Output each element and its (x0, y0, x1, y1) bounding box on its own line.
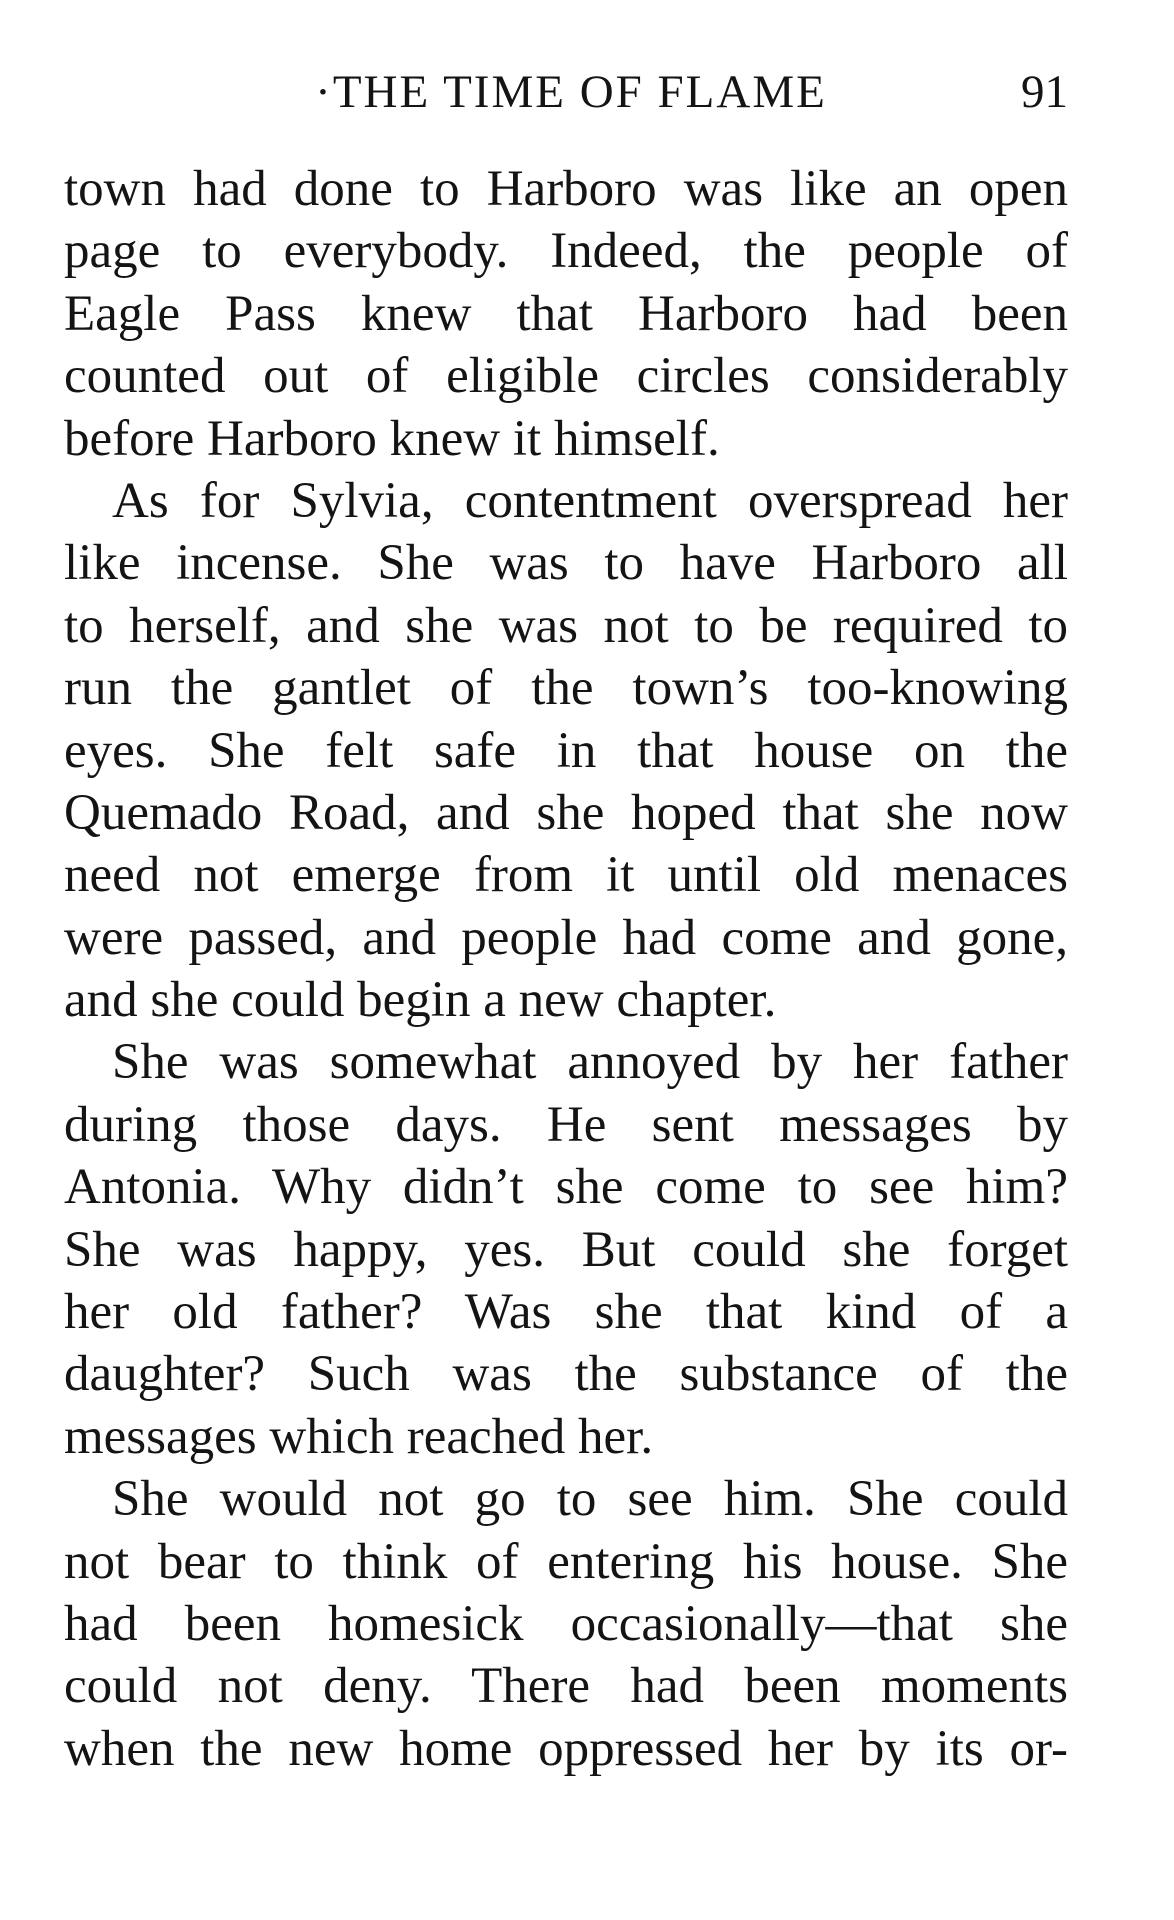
text-line: to herself, and she was not to be required to (64, 597, 1068, 654)
text-line: her old father? Was she that kind of a (64, 1284, 1068, 1341)
text-line: Quemado Road, and she hoped that she now (64, 784, 1068, 841)
text-line: She was happy, yes. But could she forget (64, 1221, 1068, 1278)
text-line: As for Sylvia, contentment overspread her (112, 472, 1068, 529)
running-title: ·THE TIME OF FLAME (315, 66, 827, 118)
page-number: 91 (1021, 66, 1068, 118)
body-text (64, 158, 1068, 1780)
text-line: town had done to Harboro was like an open (64, 161, 1068, 217)
text-line: when the new home oppressed her by its or- (64, 1720, 1068, 1777)
text-line: page to everybody. Indeed, the people of (64, 223, 1068, 280)
paragraph (64, 158, 1068, 470)
text-line: run the gantlet of the town’s too-knowing (64, 660, 1068, 717)
text-line: like incense. She was to have Harboro all (64, 535, 1068, 592)
text-line: She would not go to see him. She could (112, 1471, 1068, 1528)
paragraph (64, 1031, 1068, 1468)
text-line: and she could begin a new chapter. (64, 972, 777, 1029)
paragraph (64, 1468, 1068, 1780)
text-line: daughter? Such was the substance of the (64, 1346, 1068, 1403)
text-line: eyes. She felt safe in that house on the (64, 722, 1068, 779)
text-line: messages which reached her. (64, 1408, 654, 1465)
text-line: She was somewhat annoyed by her father (112, 1034, 1068, 1091)
text-line: Eagle Pass knew that Harboro had been (64, 285, 1068, 342)
text-line: were passed, and people had come and gone, (64, 909, 1068, 966)
text-line: need not emerge from it until old menaces (64, 847, 1068, 904)
text-line: not bear to think of entering his house. She (64, 1533, 1068, 1590)
text-line: had been homesick occasionally—that she (64, 1595, 1068, 1652)
text-line: during those days. He sent messages by (64, 1096, 1068, 1153)
running-head (64, 62, 1068, 122)
text-line: could not deny. There had been moments (64, 1658, 1068, 1715)
paragraph (64, 470, 1068, 1032)
text-line: counted out of eligible circles considerably (64, 348, 1068, 405)
text-line: Antonia. Why didn’t she come to see him? (64, 1159, 1068, 1216)
text-line: before Harboro knew it himself. (64, 410, 720, 467)
